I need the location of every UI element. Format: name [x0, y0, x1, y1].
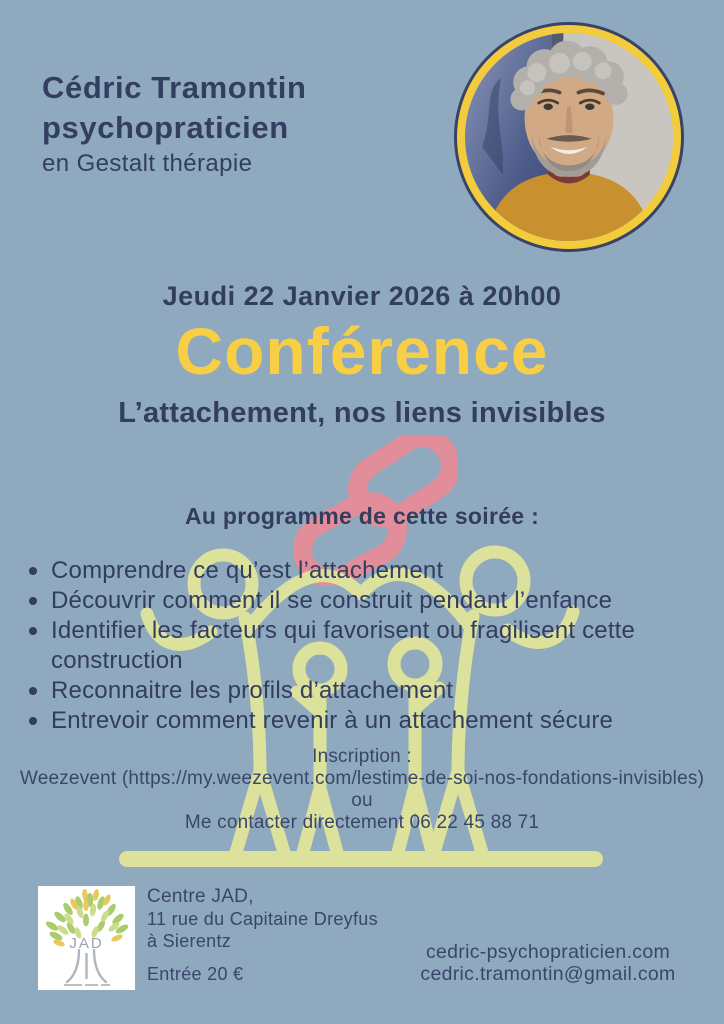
- program-list: [27, 556, 699, 736]
- program-item: Comprendre ce qu’est l’attachement: [27, 556, 699, 586]
- presenter-block: [42, 68, 307, 179]
- venue-info-block: [147, 886, 378, 985]
- event-title: Conférence: [175, 314, 549, 388]
- event-subtitle: L’attachement, nos liens invisibles: [118, 397, 606, 429]
- portrait-photo: [457, 25, 681, 249]
- program-item: Identifier les facteurs qui favorisent ou fragilisent cette construction: [27, 616, 699, 676]
- registration-heading: Inscription :: [312, 746, 412, 767]
- contact-website: cedric-psychopraticien.com: [425, 941, 671, 963]
- registration-phone: Me contacter directement 06 22 45 88 71: [184, 812, 540, 833]
- entry-fee: Entrée 20 €: [147, 964, 244, 984]
- portrait-illustration: [465, 33, 673, 241]
- venue-name: Centre JAD,: [147, 886, 254, 907]
- contact-block: [398, 941, 698, 985]
- program-item: Découvrir comment il se construit pendant l’enfance: [27, 586, 699, 616]
- venue-address-line2: à Sierentz: [147, 931, 232, 951]
- presenter-profession: psychopraticien: [42, 110, 289, 145]
- program-item: Reconnaitre les profils d’attachement: [27, 676, 699, 706]
- program-item: Entrevoir comment revenir à un attachement sécure: [27, 706, 699, 736]
- program-heading: Au programme de cette soirée :: [184, 503, 540, 529]
- logo-text: JAD: [69, 935, 104, 952]
- presenter-name: Cédric Tramontin: [42, 70, 307, 105]
- contact-email: cedric.tramontin@gmail.com: [420, 963, 676, 985]
- registration-block: [12, 746, 712, 834]
- venue-address-line1: 11 rue du Capitaine Dreyfus: [147, 909, 378, 929]
- registration-weezevent-url: Weezevent (https://my.weezevent.com/lestime-de-soi-nos-fondations-invisibles): [19, 768, 705, 789]
- event-datetime: Jeudi 22 Janvier 2026 à 20h00: [162, 281, 562, 311]
- registration-or: ou: [351, 790, 373, 811]
- tree-logo-icon: [38, 886, 135, 990]
- venue-logo: [38, 886, 135, 990]
- presenter-specialty: en Gestalt thérapie: [42, 150, 253, 177]
